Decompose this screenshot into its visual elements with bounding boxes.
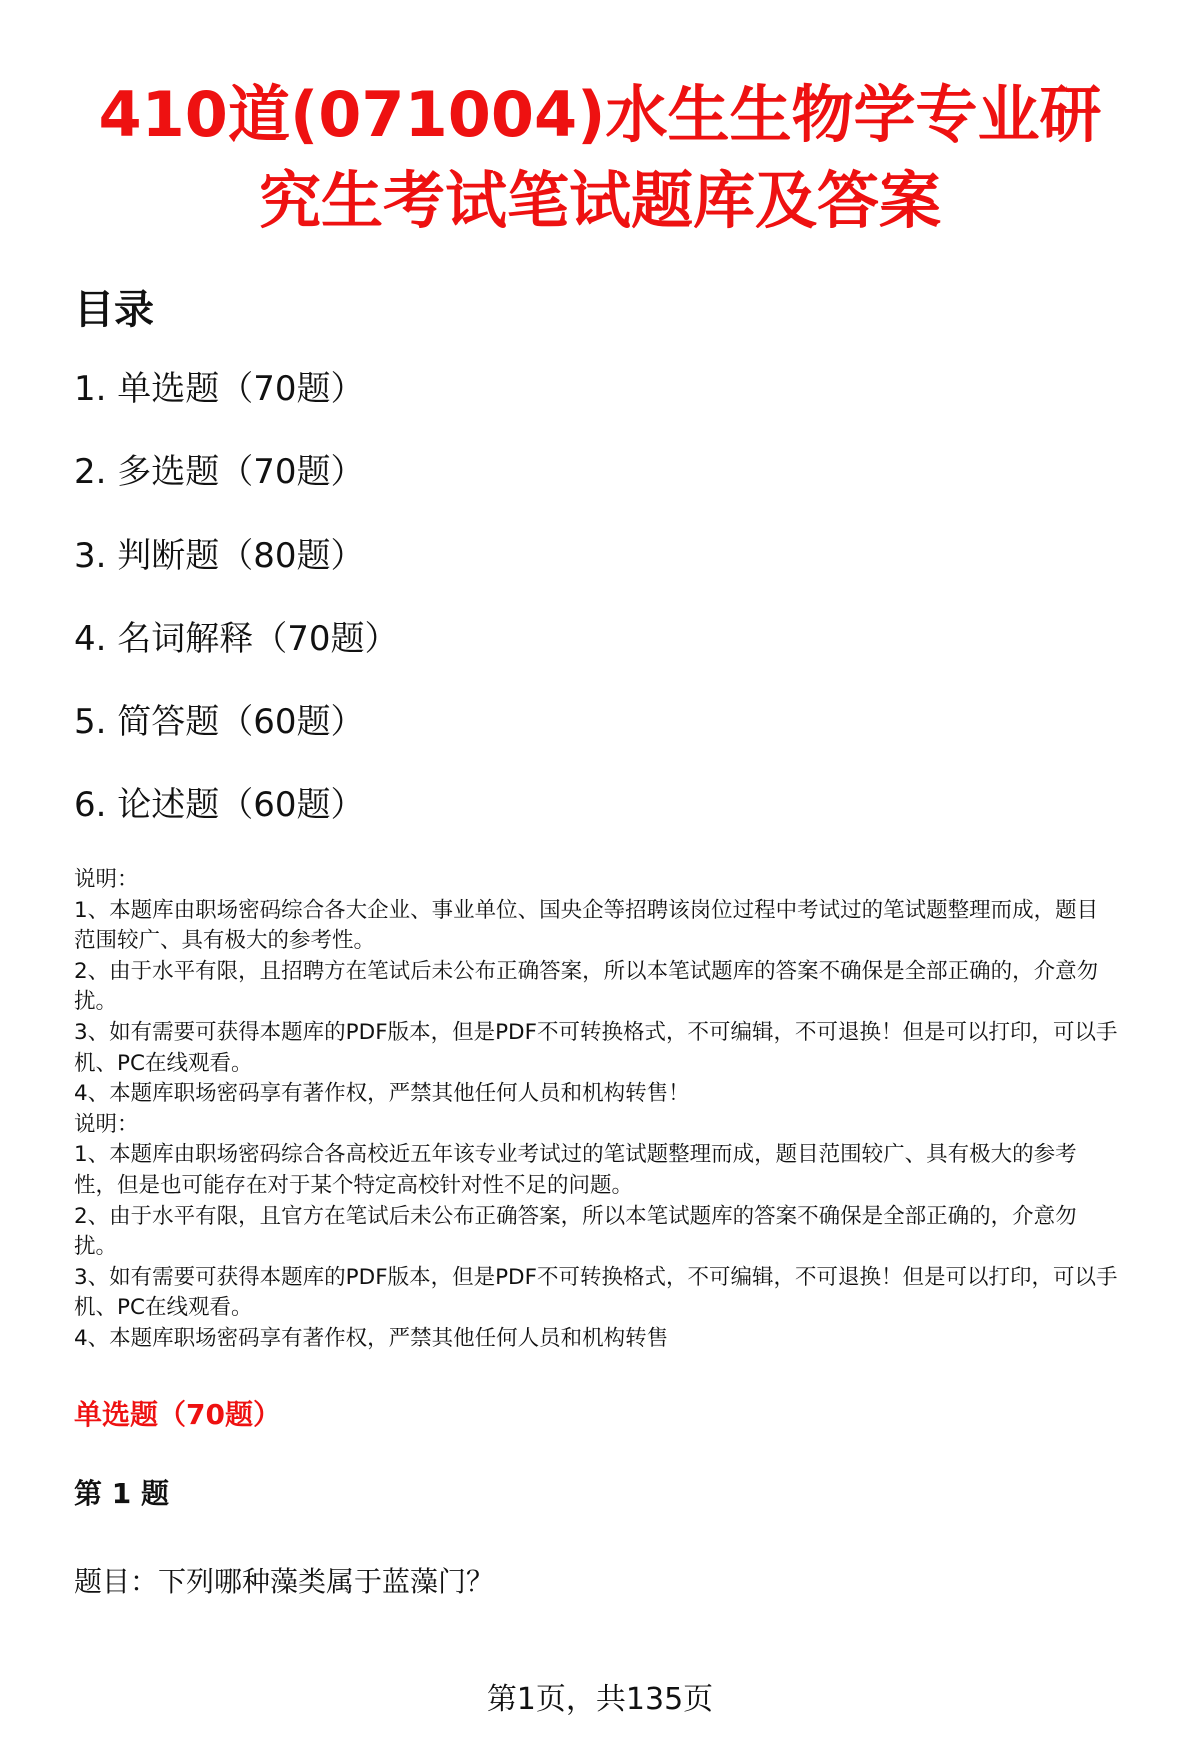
toc-item[interactable]: 2. 多选题（70题） (74, 452, 365, 493)
toc-item[interactable]: 5. 简答题（60题） (74, 702, 365, 743)
note-line: 扰。 (74, 1234, 118, 1260)
note-line: 机、PC在线观看。 (74, 1295, 253, 1321)
note-line: 2、由于水平有限，且官方在笔试后未公布正确答案，所以本笔试题库的答案不确保是全部正确的，介意勿 (74, 1203, 1077, 1229)
section-heading: 单选题（70题） (74, 1398, 281, 1431)
note-line: 2、由于水平有限，且招聘方在笔试后未公布正确答案，所以本笔试题库的答案不确保是全部正确的，介意勿 (74, 958, 1099, 984)
title-line: 410道(071004)水生生物学专业研 (98, 78, 1102, 151)
note-line: 1、本题库由职场密码综合各高校近五年该专业考试过的笔试题整理而成，题目范围较广、具有极大的参考 (74, 1142, 1077, 1168)
note-line: 扰。 (74, 989, 118, 1015)
note-line: 范围较广、具有极大的参考性。 (74, 928, 376, 954)
question-number: 第 1 题 (74, 1477, 169, 1510)
note-line: 4、本题库职场密码享有著作权，严禁其他任何人员和机构转售 (74, 1325, 669, 1351)
notes (74, 865, 1174, 1355)
toc-item[interactable]: 1. 单选题（70题） (74, 369, 365, 409)
title-line: 究生考试笔试题库及答案 (258, 164, 941, 237)
note-line: 说明： (74, 867, 139, 892)
page-footer: 第1页，共135页 (486, 1682, 714, 1717)
table-of-contents (74, 364, 399, 864)
toc-item[interactable]: 6. 论述题（60题） (74, 785, 365, 826)
note-line: 说明： (74, 1111, 139, 1137)
note-line: 4、本题库职场密码享有著作权，严禁其他任何人员和机构转售！ (74, 1081, 690, 1107)
note-line: 3、如有需要可获得本题库的PDF版本，但是PDF不可转换格式，不可编辑，不可退换！但是可以打印，可以手 (74, 1019, 1118, 1045)
note-line: 3、如有需要可获得本题库的PDF版本，但是PDF不可转换格式，不可编辑，不可退换！但是可以打印，可以手 (74, 1264, 1118, 1290)
question-text: 题目：下列哪种藻类属于蓝藻门？ (74, 1565, 495, 1598)
toc-heading: 目录 (74, 287, 154, 333)
note-line: 机、PC在线观看。 (74, 1050, 253, 1076)
note-line: 性，但是也可能存在对于某个特定高校针对性不足的问题。 (74, 1172, 634, 1198)
toc-item[interactable]: 4. 名词解释（70题） (74, 618, 399, 659)
toc-item[interactable]: 3. 判断题（80题） (74, 535, 365, 576)
document-title (0, 72, 1200, 244)
note-line: 1、本题库由职场密码综合各大企业、事业单位、国央企等招聘该岗位过程中考试过的笔试题整理而成，题目 (74, 897, 1099, 923)
